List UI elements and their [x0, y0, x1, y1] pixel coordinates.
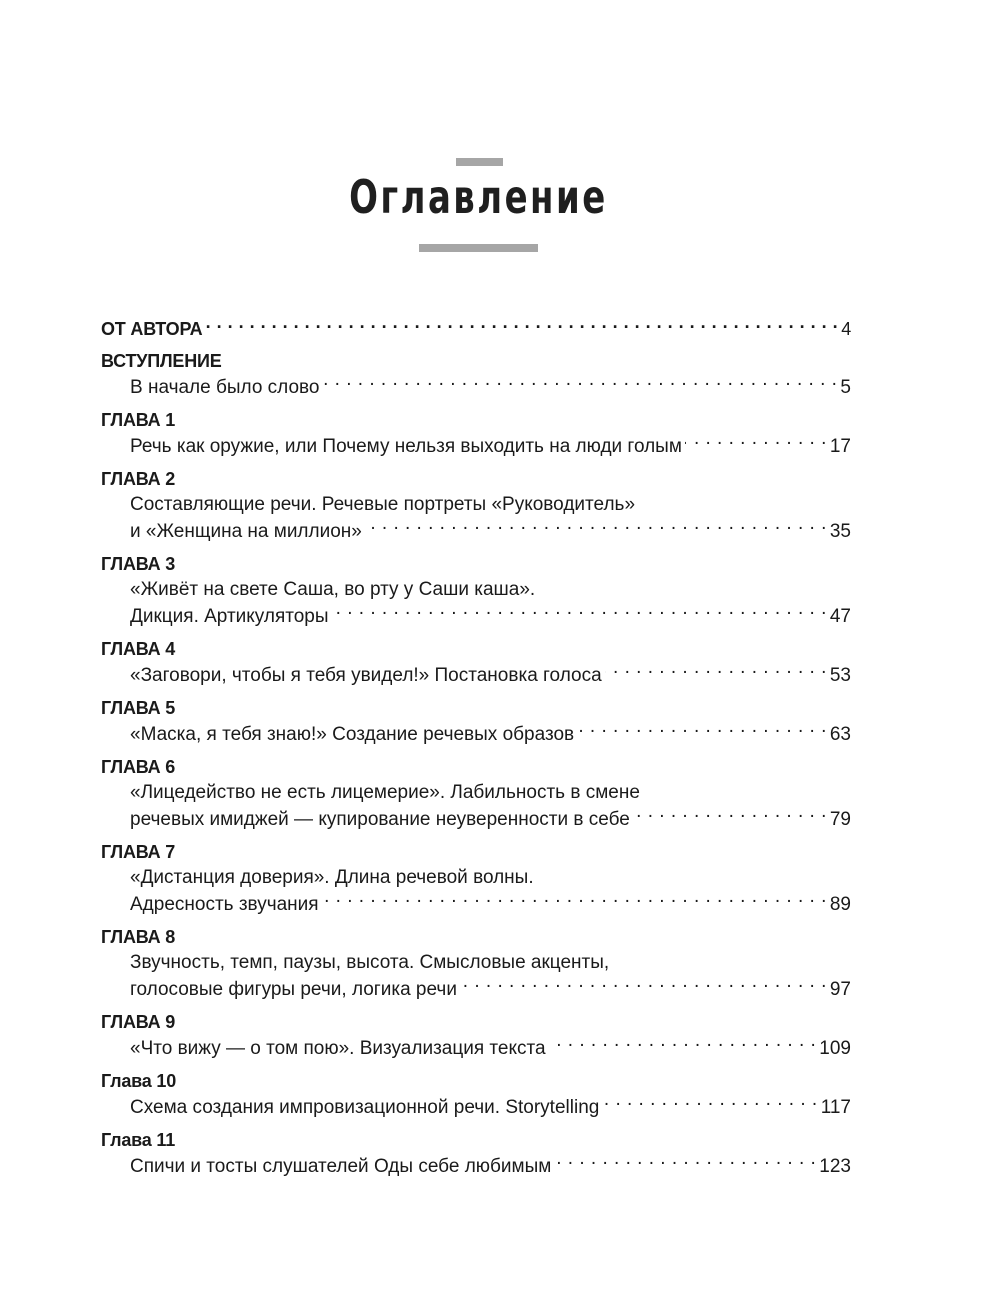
toc-entry[interactable]	[101, 316, 851, 342]
toc-entry-title: «Лицедейство не есть лицемерие». Лабильность в смене	[130, 782, 640, 803]
table-of-contents	[101, 316, 851, 1180]
toc-heading: ГЛАВА 4	[101, 639, 176, 659]
page-number: 79	[829, 809, 851, 830]
toc-heading: Глава 10	[101, 1071, 177, 1091]
dot-leader	[322, 891, 827, 910]
toc-heading: ГЛАВА 3	[101, 554, 176, 574]
dot-leader	[554, 1153, 816, 1172]
toc-entry[interactable]	[101, 636, 851, 689]
toc-entry[interactable]	[101, 924, 851, 1003]
toc-entry-title: и «Женщина на миллион»	[130, 521, 362, 542]
toc-entry-title: Спичи и тосты слушателей Оды себе любимым	[130, 1156, 552, 1177]
page-number: 35	[829, 521, 851, 542]
toc-entry[interactable]	[101, 1009, 851, 1062]
toc-entry[interactable]	[101, 754, 851, 833]
toc-heading: ГЛАВА 5	[101, 698, 176, 718]
toc-entry[interactable]	[101, 839, 851, 918]
toc-entry[interactable]	[101, 695, 851, 748]
dot-leader	[577, 721, 827, 740]
toc-heading: ГЛАВА 7	[101, 842, 176, 862]
toc-heading: ГЛАВА 6	[101, 757, 176, 777]
page-number: 117	[820, 1097, 851, 1118]
page-number: 123	[819, 1156, 851, 1177]
page-number: 53	[829, 665, 851, 686]
toc-heading: ВСТУПЛЕНИЕ	[101, 351, 222, 371]
dot-leader	[549, 1035, 817, 1054]
toc-entry-title: речевых имиджей — купирование неуверенности в себе	[130, 809, 630, 830]
toc-heading: Глава 11	[101, 1130, 176, 1150]
toc-entry-title: Звучность, темп, паузы, высота. Смысловые акценты,	[130, 952, 610, 973]
dot-leader	[205, 317, 838, 335]
toc-heading: ОТ АВТОРА	[101, 319, 203, 339]
dot-leader	[685, 433, 827, 452]
toc-heading: ГЛАВА 2	[101, 469, 176, 489]
dot-leader	[602, 1094, 817, 1113]
toc-entry-title: «Заговори, чтобы я тебя увидел!» Постановка голоса	[130, 665, 602, 686]
title-rule-bottom	[419, 244, 538, 252]
page-number: 97	[829, 979, 851, 1000]
toc-entry[interactable]	[101, 551, 851, 630]
toc-entry[interactable]	[101, 1068, 851, 1121]
page-number: 4	[841, 319, 851, 339]
toc-heading: ГЛАВА 8	[101, 927, 176, 947]
toc-entry-title: «Дистанция доверия». Длина речевой волны.	[130, 867, 534, 888]
toc-entry-title: голосовые фигуры речи, логика речи	[130, 979, 457, 1000]
toc-entry-title: «Что вижу — о том пою». Визуализация текста	[130, 1038, 546, 1059]
toc-entry[interactable]	[101, 1127, 851, 1180]
toc-entry-title: Дикция. Артикуляторы	[130, 606, 329, 627]
toc-heading: ГЛАВА 1	[101, 410, 176, 430]
dot-leader	[633, 806, 827, 825]
toc-entry-title: «Маска, я тебя знаю!» Создание речевых образов	[130, 724, 575, 745]
toc-heading: ГЛАВА 9	[101, 1012, 176, 1032]
toc-entry-title: «Живёт на свете Саша, во рту у Саши каша».	[130, 579, 536, 600]
page-number: 17	[829, 436, 851, 457]
toc-entry-title: Составляющие речи. Речевые портреты «Руководитель»	[130, 494, 636, 515]
toc-entry-title: В начале было слово	[130, 377, 320, 398]
dot-leader	[460, 976, 827, 995]
page-number: 47	[829, 606, 851, 627]
page-number: 5	[840, 377, 851, 398]
page-title: Оглавление	[349, 170, 608, 224]
dot-leader	[365, 518, 827, 537]
page-number: 89	[829, 894, 851, 915]
toc-entry-title: Адресность звучания	[130, 894, 319, 915]
dot-leader	[323, 374, 838, 393]
toc-entry-title: Речь как оружие, или Почему нельзя выходить на люди голым	[130, 436, 682, 457]
toc-entry[interactable]	[101, 466, 851, 545]
toc-entry-title: Схема создания импровизационной речи. Storytelling	[130, 1097, 600, 1118]
toc-entry[interactable]	[101, 407, 851, 460]
dot-leader	[332, 603, 827, 622]
page-number: 63	[829, 724, 851, 745]
dot-leader	[605, 662, 827, 681]
title-rule-top	[456, 158, 503, 166]
toc-entry[interactable]	[101, 348, 851, 401]
page-number: 109	[819, 1038, 851, 1059]
